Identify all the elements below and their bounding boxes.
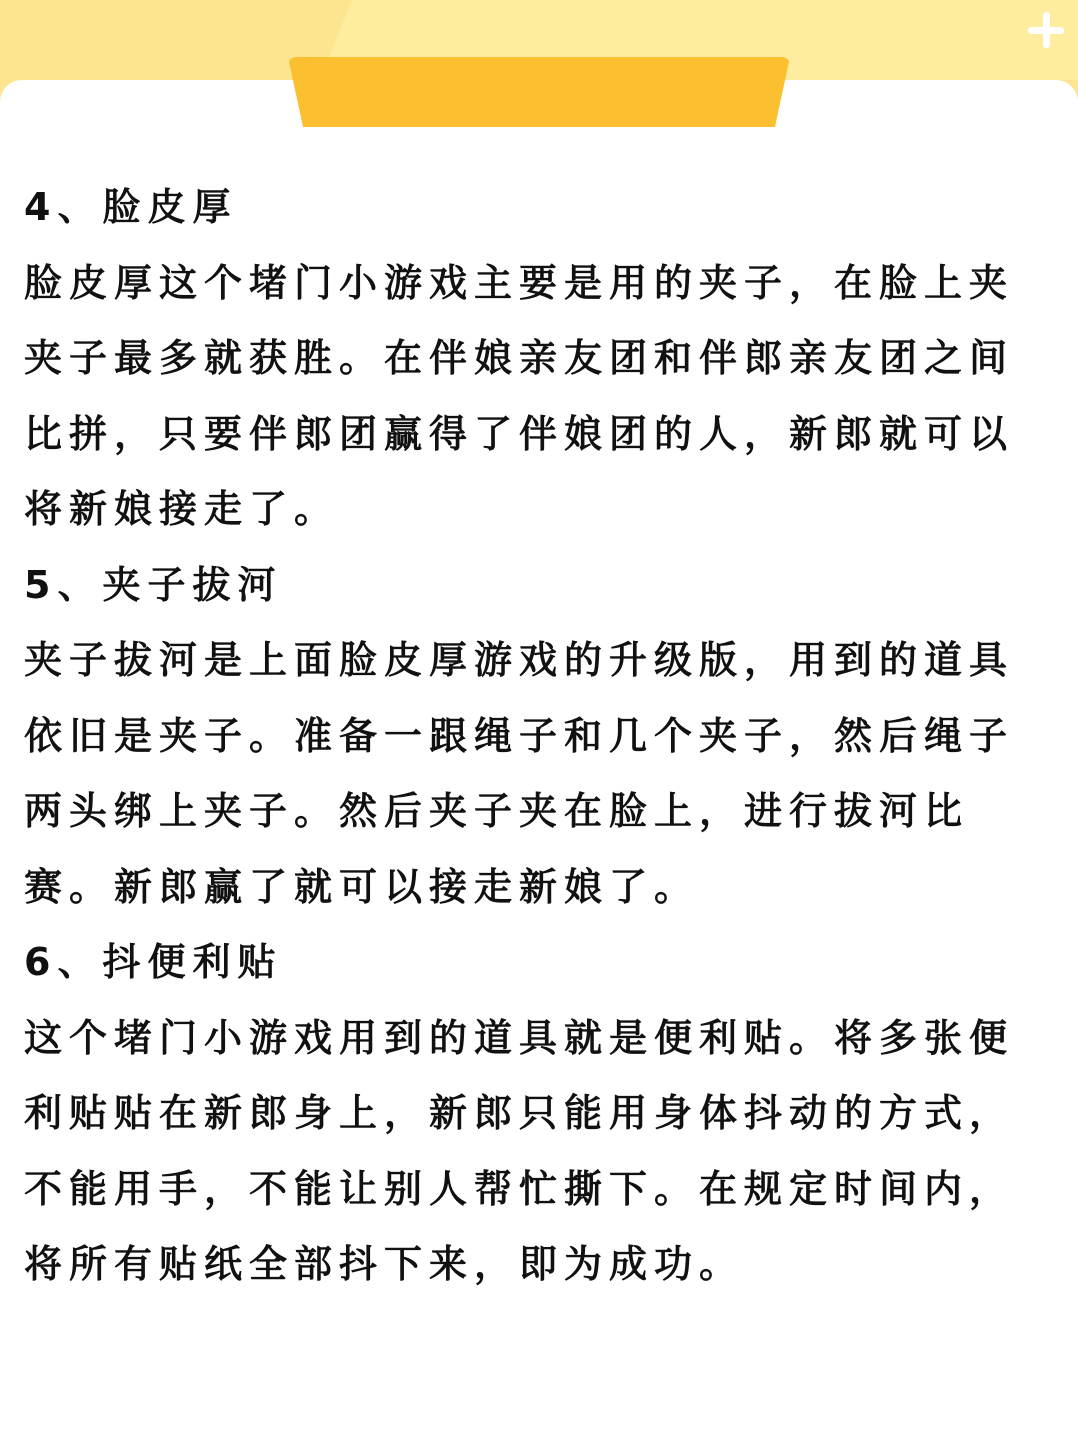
article-body <box>24 170 1054 1303</box>
section-heading: 4、脸皮厚 <box>24 185 238 229</box>
title-tab <box>288 57 790 127</box>
section-paragraph: 这个堵门小游戏用到的道具就是便利贴。将多张便利贴贴在新郎身上，新郎只能用身体抖动的方式，不能用手，不能让别人帮忙撕下。在规定时间内，将所有贴纸全部抖下来，即为成功。 <box>24 1015 1015 1286</box>
section-paragraph: 夹子拔河是上面脸皮厚游戏的升级版，用到的道具依旧是夹子。准备一跟绳子和几个夹子，然后绳子两头绑上夹子。然后夹子夹在脸上，进行拔河比赛。新郎赢了就可以接走新娘了。 <box>24 638 1015 909</box>
section-paragraph: 脸皮厚这个堵门小游戏主要是用的夹子，在脸上夹夹子最多就获胜。在伴娘亲友团和伴郎亲友团之间比拼，只要伴郎团赢得了伴娘团的人，新郎就可以将新娘接走了。 <box>24 260 1015 531</box>
section-heading: 5、夹子拔河 <box>24 562 283 607</box>
plus-icon[interactable] <box>1028 12 1064 48</box>
section-heading: 6、抖便利贴 <box>24 940 283 984</box>
